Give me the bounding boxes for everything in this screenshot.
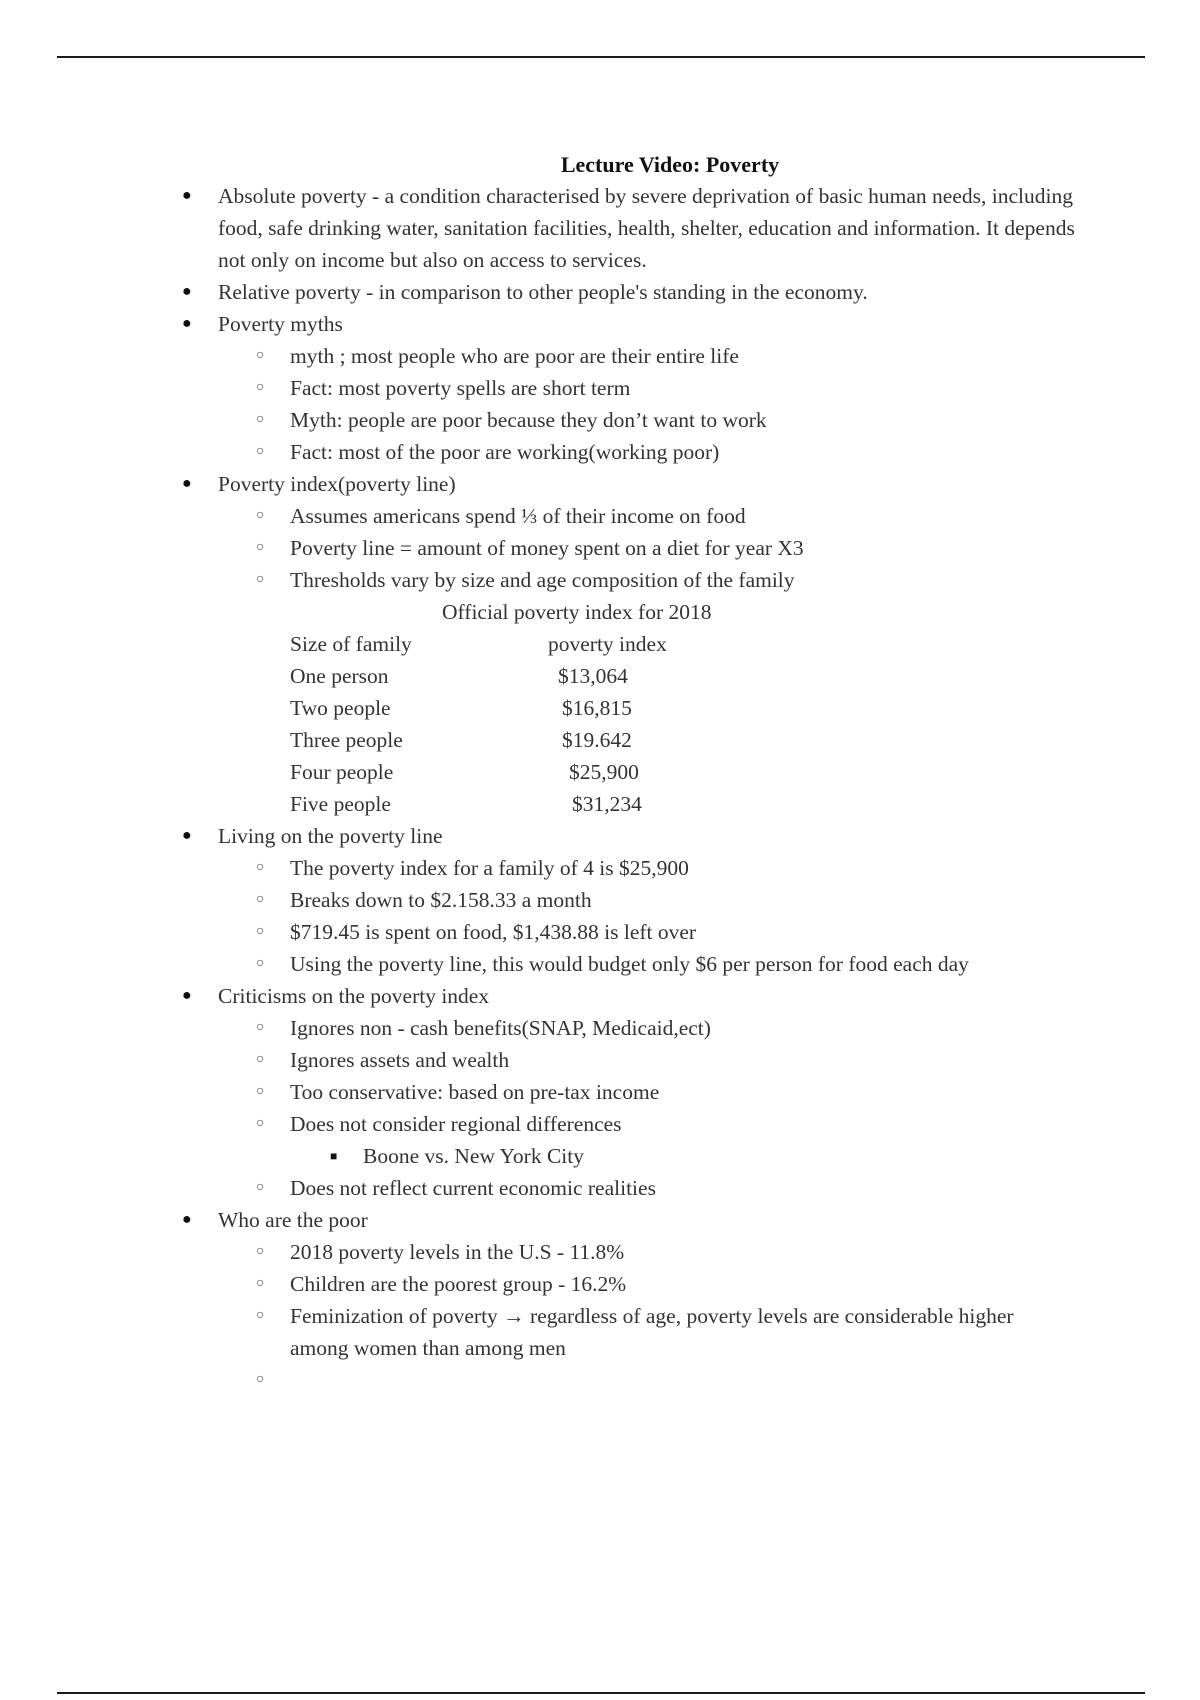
list-item: ○ Using the poverty line, this would budget only $6 per person for food each day [0, 948, 1190, 980]
table-caption: Official poverty index for 2018 [442, 600, 712, 624]
bullet-icon: ● [182, 187, 192, 204]
outline-list [0, 180, 1200, 1396]
list-item-poverty-myths: ● Poverty myths ○ myth ; most people who are poor are their entire life ○ Fact: most poverty spells are short term ○ Myth: people are poor because they don’t want to work ○ Fact: most of the poor are working(working poor) [0, 308, 1088, 468]
document-page [0, 150, 1200, 1396]
list-item-living-on-poverty-line: ● Living on the poverty line ○ The poverty index for a family of 4 is $25,900 ○ Breaks down to $2.158.33 a month ○ $719.45 is spent on food, $1,438.88 is left over ○ Using the poverty line, this would budget only $6 per person for food each day [0, 820, 1088, 980]
circle-bullet-icon: ○ [256, 444, 265, 459]
circle-bullet-icon: ○ [256, 956, 265, 971]
circle-bullet-icon: ○ [256, 348, 265, 363]
circle-bullet-icon: ○ [256, 412, 265, 427]
poverty-index-table [0, 596, 1088, 820]
circle-bullet-icon: ○ [256, 1372, 265, 1387]
list-item: ○ Fact: most of the poor are working(working poor) [0, 436, 1090, 468]
circle-bullet-icon: ○ [256, 1308, 265, 1323]
bullet-icon: ● [182, 315, 192, 332]
circle-bullet-icon: ○ [256, 1276, 265, 1291]
bullet-icon: ● [182, 987, 192, 1004]
circle-bullet-icon: ○ [256, 540, 265, 555]
circle-bullet-icon: ○ [256, 508, 265, 523]
page-title: Lecture Video: Poverty [560, 152, 780, 177]
bullet-icon: ● [182, 827, 192, 844]
circle-bullet-icon: ○ [256, 1116, 265, 1131]
list-item: ■ Boone vs. New York City [0, 1140, 1090, 1172]
list-item: ○ Feminization of poverty → regardless of age, poverty levels are considerable higher among women than among men [0, 1300, 1050, 1364]
table-row: One person $13,064 [290, 664, 628, 688]
bullet-icon: ● [182, 475, 192, 492]
list-item: ○ Fact: most poverty spells are short term [0, 372, 1090, 404]
list-item: ○ Does not reflect current economic realities [0, 1172, 1090, 1204]
bullet-icon: ● [182, 1211, 192, 1228]
table-row: Two people $16,815 [290, 696, 632, 720]
list-item: ○ Assumes americans spend ⅓ of their income on food [0, 500, 1090, 532]
circle-bullet-icon: ○ [256, 572, 265, 587]
table-header-row: Size of family poverty index [290, 632, 667, 656]
list-item: ○ $719.45 is spent on food, $1,438.88 is left over [0, 916, 1090, 948]
list-item: ○ The poverty index for a family of 4 is $25,900 [0, 852, 1090, 884]
top-rule [57, 56, 1145, 58]
list-item-poverty-index: ● Poverty index(poverty line) ○ Assumes americans spend ⅓ of their income on food ○ Poverty line = amount of money spent on a diet for year X3 ○ Thresholds vary by size and age composition of the family Official poverty index for 2018 Size of family poverty index One person $13,064 Two people $16,815 Three people $19.642 Four people $25,900 Five people $31,234 [0, 468, 1088, 820]
list-item-who-are-the-poor: ● Who are the poor ○ 2018 poverty levels in the U.S - 11.8% ○ Children are the poorest group - 16.2% ○ Feminization of poverty → regardless of age, poverty levels are considerable higher among women than among men ○ [0, 1204, 1088, 1396]
list-item: ○ Poverty line = amount of money spent on a diet for year X3 [0, 532, 1090, 564]
bottom-rule [57, 1692, 1145, 1694]
circle-bullet-icon: ○ [256, 1020, 265, 1035]
list-item: ○ Thresholds vary by size and age composition of the family [0, 564, 1090, 596]
list-item: ○ Too conservative: based on pre-tax income [0, 1076, 1090, 1108]
circle-bullet-icon: ○ [256, 1052, 265, 1067]
list-item-criticisms: ● Criticisms on the poverty index ○ Ignores non - cash benefits(SNAP, Medicaid,ect) ○ Ignores assets and wealth ○ Too conservative: based on pre-tax income ○ Does not consider regional differences ■ Boone vs. New York City ○ Does not reflect current economic realities [0, 980, 1088, 1204]
list-item: ○ Ignores assets and wealth [0, 1044, 1090, 1076]
list-item: ○ Breaks down to $2.158.33 a month [0, 884, 1090, 916]
circle-bullet-icon: ○ [256, 924, 265, 939]
square-bullet-icon: ■ [330, 1149, 338, 1163]
list-item: ○ Myth: people are poor because they don’t want to work [0, 404, 1090, 436]
list-item: ○ Children are the poorest group - 16.2% [0, 1268, 1090, 1300]
list-item [0, 1364, 1090, 1396]
list-item-absolute-poverty: ● Absolute poverty - a condition characterised by severe deprivation of basic human needs, including food, safe drinking water, sanitation facilities, health, shelter, education and information. It depends not only on income but also on access to services. [0, 180, 1088, 276]
circle-bullet-icon: ○ [256, 1084, 265, 1099]
list-item: ○ Does not consider regional differences ■ Boone vs. New York City [0, 1108, 1090, 1172]
circle-bullet-icon: ○ [256, 1180, 265, 1195]
table-row: Three people $19.642 [290, 728, 632, 752]
list-item: ○ myth ; most people who are poor are their entire life [0, 340, 1090, 372]
list-item-relative-poverty: ● Relative poverty - in comparison to other people's standing in the economy. [0, 276, 1088, 308]
circle-bullet-icon: ○ [256, 380, 265, 395]
circle-bullet-icon: ○ [256, 892, 265, 907]
list-item: ○ Ignores non - cash benefits(SNAP, Medicaid,ect) [0, 1012, 1090, 1044]
circle-bullet-icon: ○ [256, 1244, 265, 1259]
bullet-icon: ● [182, 283, 192, 300]
circle-bullet-icon: ○ [256, 860, 265, 875]
table-row: Five people $31,234 [290, 792, 642, 816]
table-row: Four people $25,900 [290, 760, 639, 784]
list-item: ○ 2018 poverty levels in the U.S - 11.8% [0, 1236, 1090, 1268]
